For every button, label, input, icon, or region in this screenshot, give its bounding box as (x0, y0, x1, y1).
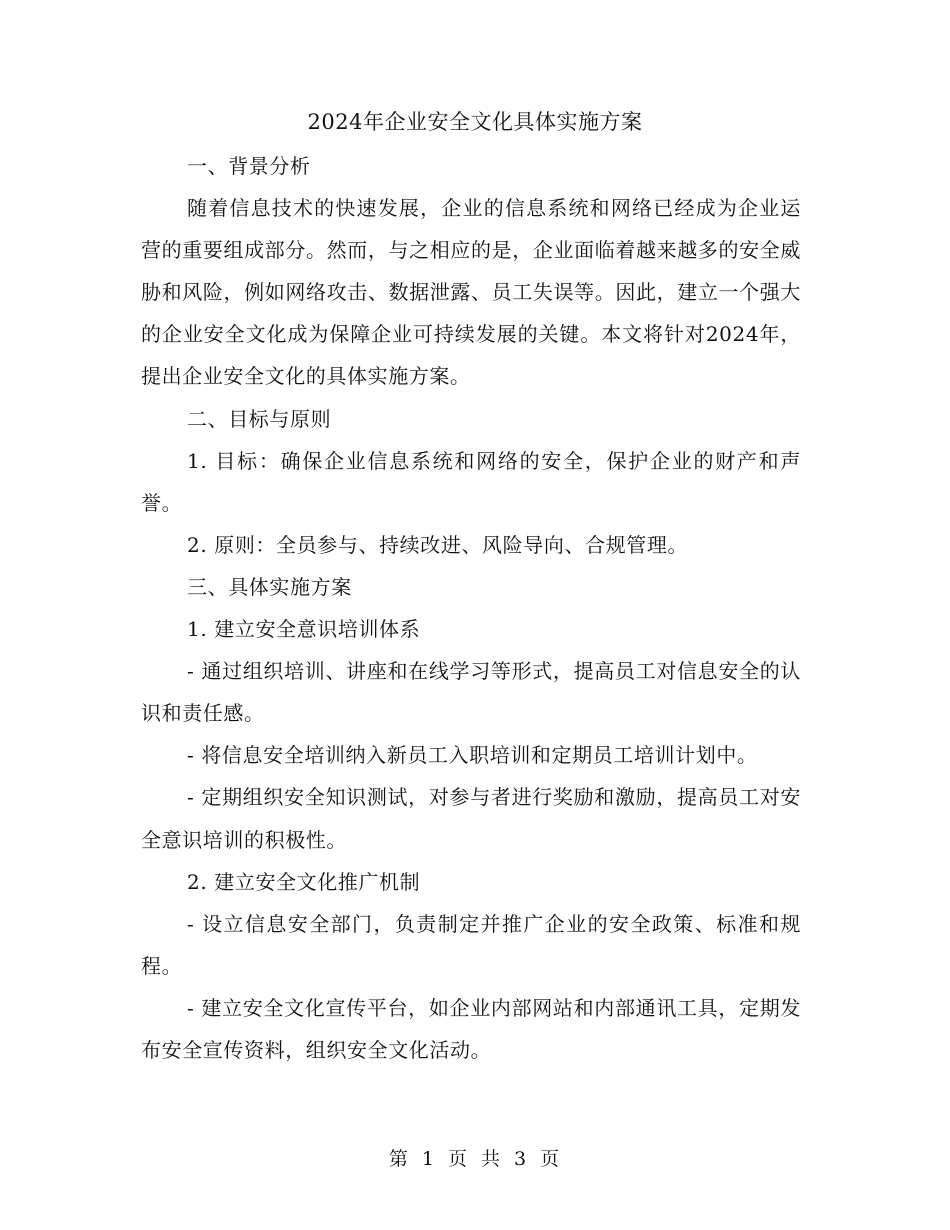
document-title: 2024年企业安全文化具体实施方案 (307, 110, 643, 134)
section-heading-plan: 三、具体实施方案 (187, 574, 352, 599)
paragraph-background: 随着信息技术的快速发展，企业的信息系统和网络已经成为企业运营的重要组成部分。然而，与之相应的是，企业面临着越来越多的安全威胁和风险，例如网络攻击、数据泄露、员工失误等。因此，建立一个强大的企业安全文化成为保障企业可持续发展的关键。本文将针对2024年，提出企业安全文化的具体实施方案。 (141, 196, 801, 389)
section-heading-background: 一、背景分析 (187, 154, 311, 178)
subsection-heading-promotion: 2. 建立安全文化推广机制 (187, 869, 421, 894)
bullet-item: - 设立信息安全部门，负责制定并推广企业的安全政策、标准和规程。 (141, 911, 801, 978)
document-body (141, 145, 801, 1071)
bullet-item: - 定期组织安全知识测试，对参与者进行奖励和激励，提高员工对安全意识培训的积极性。 (141, 785, 801, 852)
section-heading-goals: 二、目标与原则 (187, 406, 332, 431)
bullet-item: - 将信息安全培训纳入新员工入职培训和定期员工培训计划中。 (187, 743, 758, 768)
bullet-item: - 通过组织培训、讲座和在线学习等形式，提高员工对信息安全的认识和责任感。 (141, 659, 801, 726)
subsection-heading-training: 1. 建立安全意识培训体系 (187, 617, 421, 642)
goal-item: 1. 目标：确保企业信息系统和网络的安全，保护企业的财产和声誉。 (141, 448, 801, 515)
bullet-item: - 建立安全文化宣传平台，如企业内部网站和内部通讯工具，定期发布安全宣传资料，组织安全文化活动。 (141, 995, 801, 1062)
principle-item: 2. 原则：全员参与、持续改进、风险导向、合规管理。 (187, 532, 689, 557)
page-number: 第 1 页 共 3 页 (388, 1148, 562, 1170)
